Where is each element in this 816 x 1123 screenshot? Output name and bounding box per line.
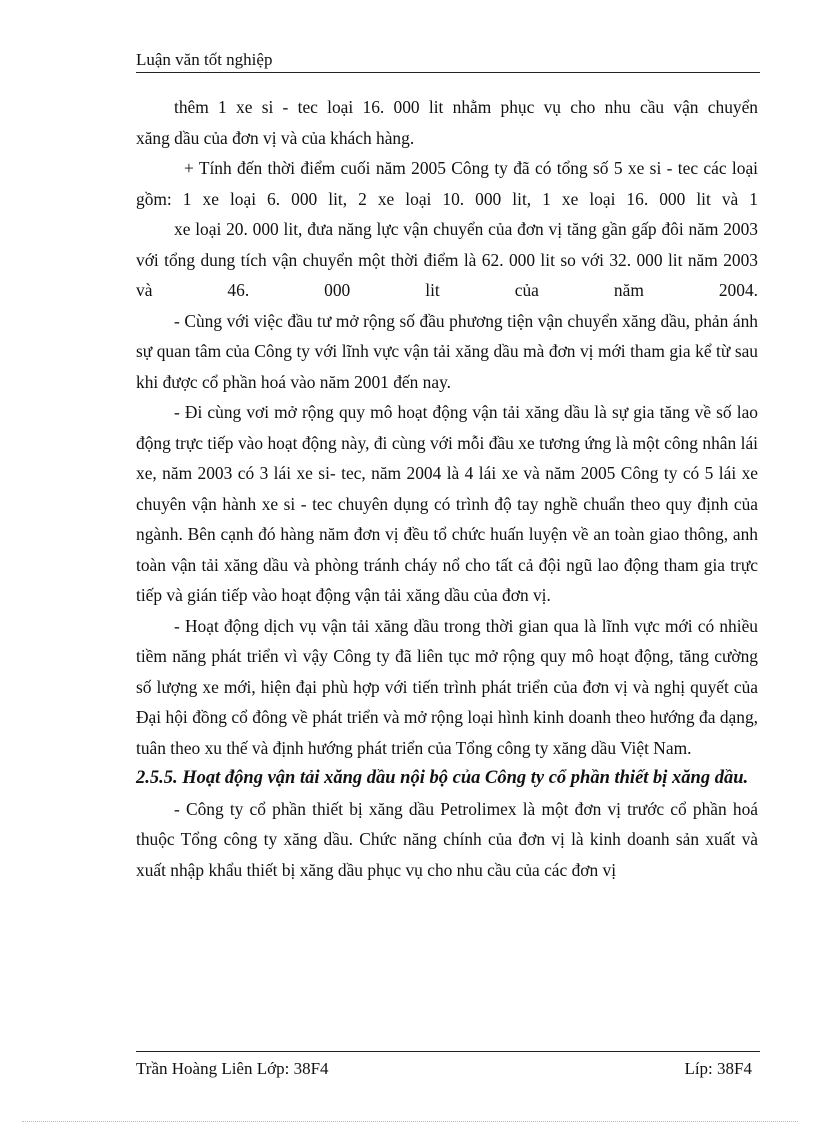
paragraph-vehicle-count: + Tính đến thời điểm cuối năm 2005 Công ty đã có tổng số 5 xe si - tec các loại gồm: 1 xe loại 6. 000 lit, 2 xe loại 10. 000 lit, 1 xe loại 16. 000 lit và 1 [136, 158, 758, 209]
paragraph-labor: - Đi cùng vơi mở rộng quy mô hoạt động vận tải xăng dầu là sự gia tăng về số lao động trực tiếp vào hoạt động này, đi cùng với mỗi đầu xe tương ứng là một công nhân lái xe, năm 2003 có 3 lái xe si- tec, năm 2004 là 4 lái xe và năm 2005 Công ty có 5 lái xe chuyên vận hành xe si - tec chuyên dụng có trình độ tay nghề chuẩn theo quy định của ngành. Bên cạnh đó hàng năm đơn vị đều tổ chức huấn luyện về an toàn giao thông, anh toàn vận tải xăng dầu và phòng tránh cháy nổ cho tất cả đội ngũ lao động tham gia trực tiếp và gián tiếp vào hoạt động vận tải xăng dầu của đơn vị. [136, 402, 758, 605]
page-header [136, 48, 760, 73]
section-heading: 2.5.5. Hoạt động vận tải xăng dầu nội bộ của Công ty cổ phần thiết bị xăng dầu. [136, 768, 749, 788]
paragraph-investment: - Cùng với việc đầu tư mở rộng số đầu phương tiện vận chuyển xăng dầu, phản ánh sự quan tâm của Công ty với lĩnh vực vận tải xăng dầu mà đơn vị mới tham gia kể từ sau khi được cổ phần hoá vào năm 2001 đến nay. [136, 310, 758, 392]
paragraph-transport-service: - Hoạt động dịch vụ vận tải xăng dầu trong thời gian qua là lĩnh vực mới có nhiều tiềm năng phát triển vì vậy Công ty đã liên tục mở rộng quy mô hoạt động, tăng cường số lượng xe mới, hiện đại phù hợp với tiến trình phát triển của đơn vị và nghị quyết của Đại hội đồng cổ đông về phát triển và mở rộng loại hình kinh doanh theo hướng đa dạng, tuân theo xu thế và định hướng phát triển của Tổng công ty xăng dầu Việt Nam. [136, 615, 758, 758]
paragraph-company-intro: - Công ty cổ phần thiết bị xăng dầu Petrolimex là một đơn vị trước cổ phần hoá thuộc Tổng công ty xăng dầu. Chức năng chính của đơn vị là kinh doanh sản xuất và xuất nhập khẩu thiết bị xăng dầu phục vụ cho nhu cầu của các đơn vị [136, 798, 758, 880]
paragraph-continuation-line-2: xăng dầu của đơn vị và của khách hàng. [136, 127, 415, 148]
footer-author: Trần Hoàng Liên Lớp: 38F4 [136, 1059, 329, 1078]
document-body [136, 92, 758, 885]
page-bottom-edge [22, 1121, 798, 1122]
footer-class: Líp: 38F4 [684, 1059, 752, 1078]
paragraph-capacity: xe loại 20. 000 lit, đưa năng lực vận chuyển của đơn vị tăng gần gấp đôi năm 2003 với tổng dung tích vận chuyển một thời điểm là 62. 000 lit so với 32. 000 lit năm 2003 và 46. 000 lit của năm 2004. [136, 219, 758, 300]
paragraph-continuation-line-1: thêm 1 xe si - tec loại 16. 000 lit nhằm phục vụ cho nhu cầu vận chuyển [174, 97, 758, 117]
page-footer [136, 1051, 760, 1082]
header-title: Luận văn tốt nghiệp [136, 50, 273, 69]
